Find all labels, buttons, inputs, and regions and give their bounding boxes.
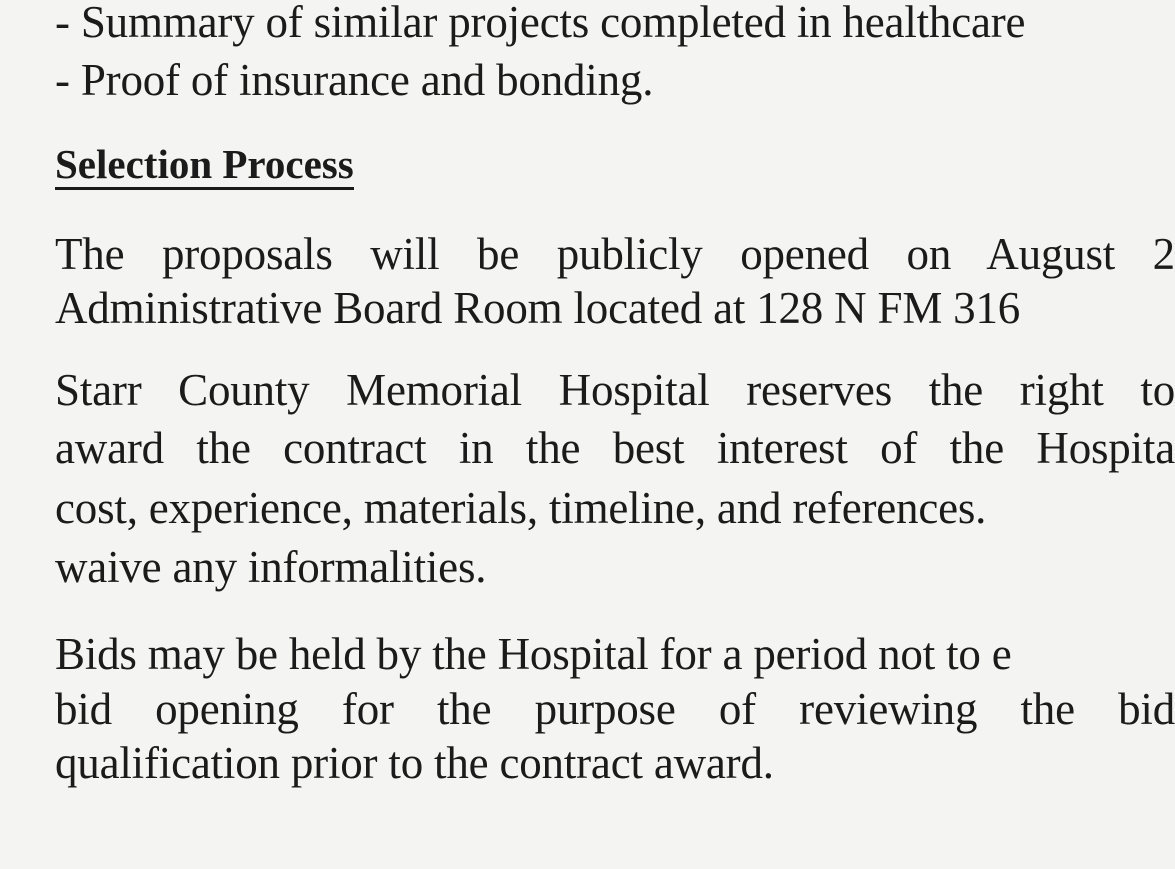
section-heading-selection-process: Selection Process — [55, 144, 354, 190]
paragraph-rights-line-2: award the contract in the best interest of the Hospita — [55, 423, 1175, 473]
paragraph-rights-line-4: waive any informalities. — [55, 542, 487, 592]
paragraph-rights-line-1: Starr County Memorial Hospital reserves the right to — [55, 365, 1175, 415]
paragraph-rights-line-3: cost, experience, materials, timeline, and references. — [55, 483, 987, 533]
requirement-item-similar-projects: - Summary of similar projects completed in healthcare — [55, 0, 1026, 47]
paragraph-opening-line-2: Administrative Board Room located at 128 N FM 316 — [55, 283, 1021, 333]
paragraph-bids-line-1: Bids may be held by the Hospital for a period not to e — [55, 629, 1012, 679]
paragraph-bids-line-2: bid opening for the purpose of reviewing the bid — [55, 684, 1175, 734]
paragraph-bids-line-3: qualification prior to the contract award. — [55, 738, 774, 788]
requirement-item-insurance: - Proof of insurance and bonding. — [55, 55, 654, 105]
paragraph-opening-line-1: The proposals will be publicly opened on August 2 — [55, 229, 1175, 279]
